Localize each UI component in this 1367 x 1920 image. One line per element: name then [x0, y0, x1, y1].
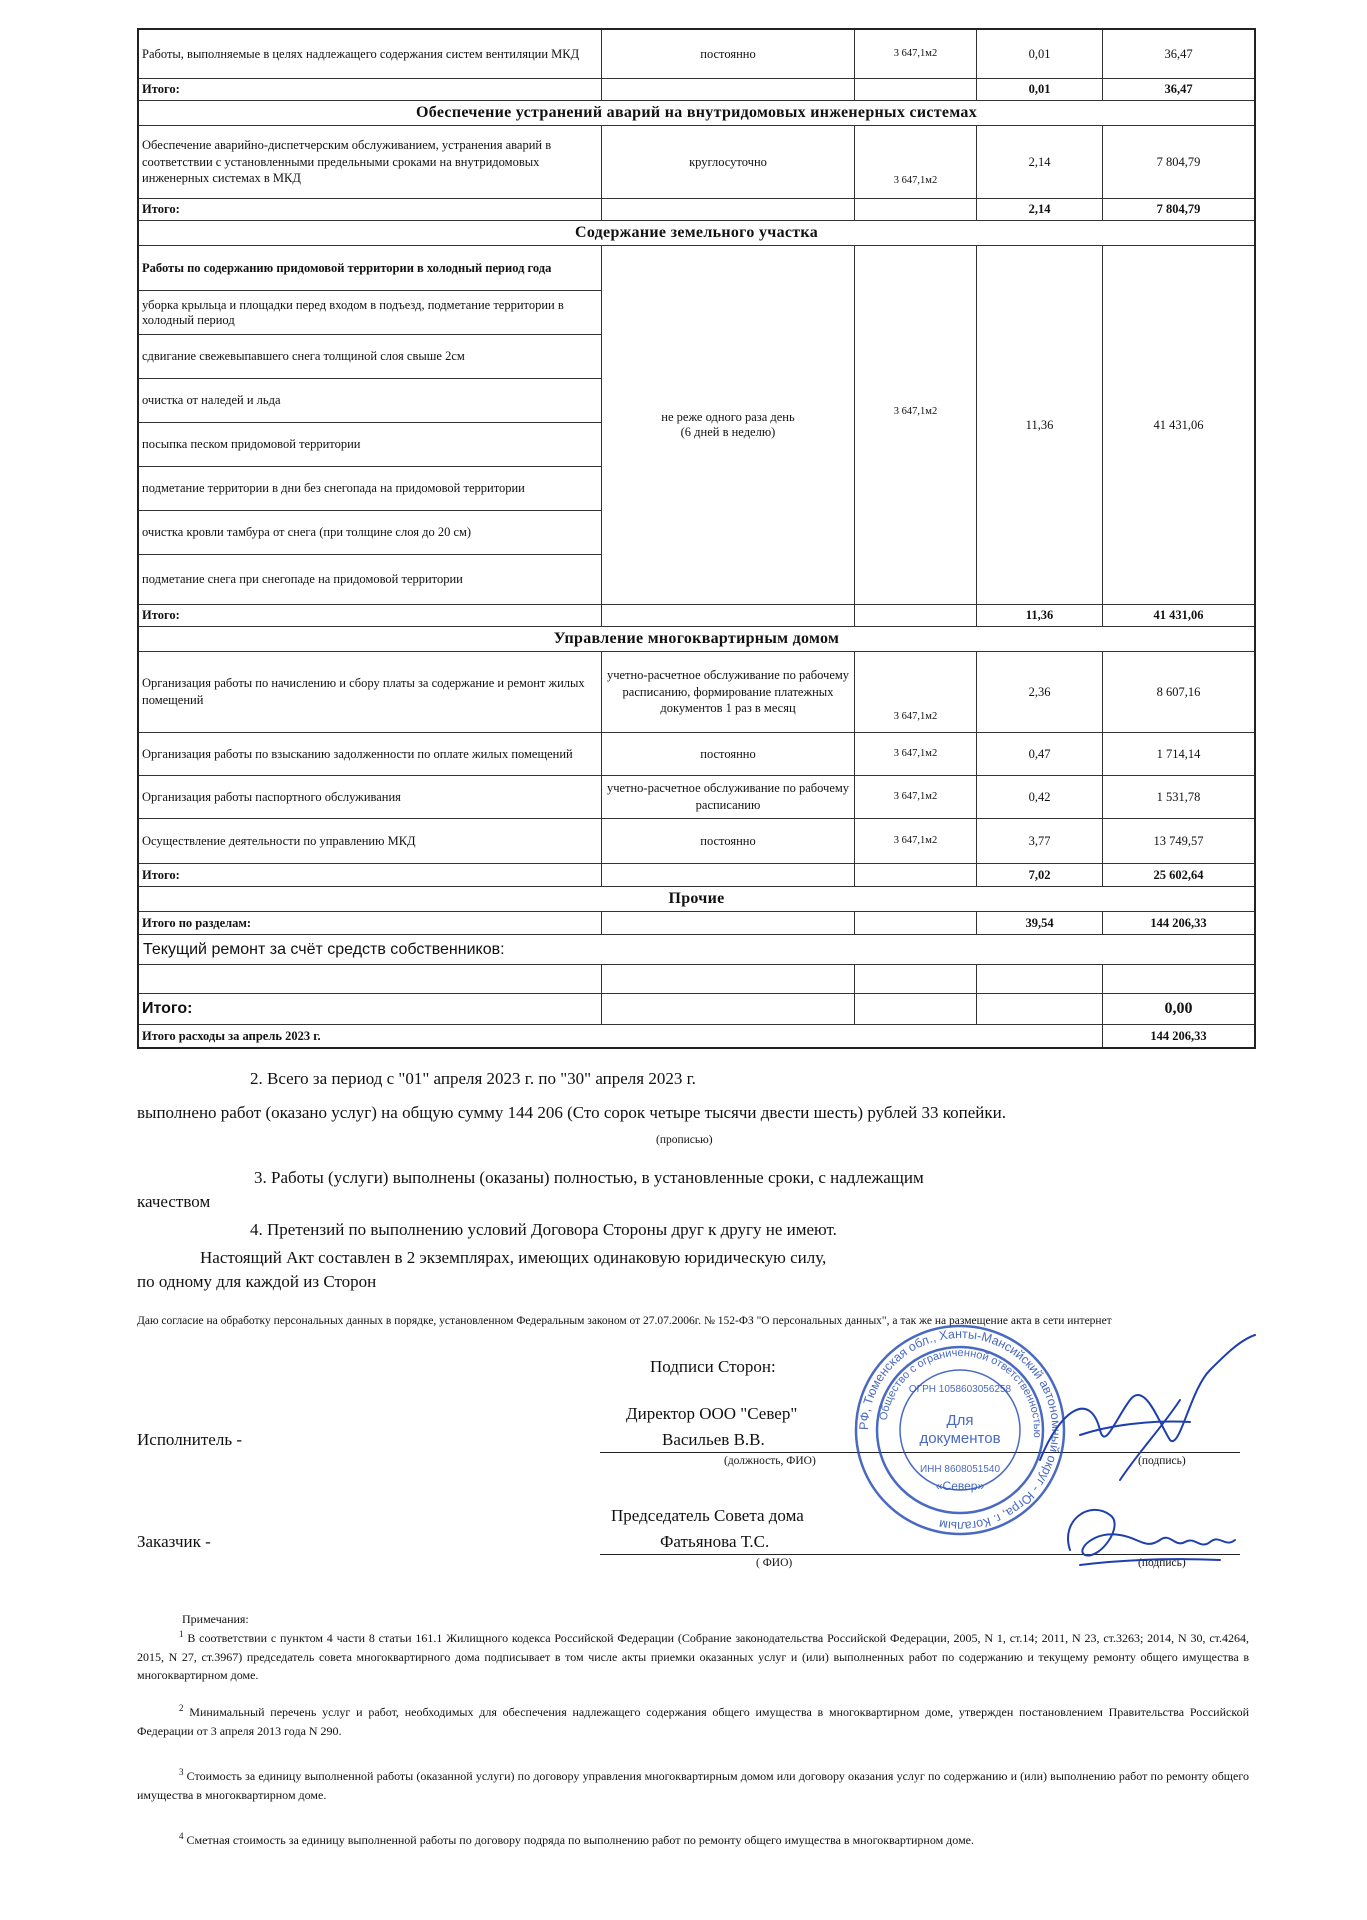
service-period: постоянно [601, 819, 854, 863]
executor-label: Исполнитель - [137, 1430, 242, 1449]
list-item: подметание снега при снегопаде на придомовой территории [139, 554, 601, 604]
land-period: не реже одного раза день (6 дней в неделю) [601, 246, 854, 604]
subtotal-sum: 25 602,64 [1102, 864, 1254, 886]
table-row [139, 30, 1254, 78]
list-item: посыпка песком придомовой территории [139, 422, 601, 466]
subtotal-label: Итого: [142, 82, 180, 97]
note-1 [137, 1628, 1249, 1685]
service-rate: 2,14 [976, 126, 1102, 198]
month-total-row [139, 1024, 1254, 1047]
executor-name: Васильев В.В. [662, 1430, 765, 1449]
para-copies: Настоящий Акт составлен в 2 экземплярах, имеющих одинаковую юридическую силу, [200, 1248, 827, 1267]
note-2-text: Минимальный перечень услуг и работ, необходимых для обеспечения надлежащего содержания общего имущества в многоквартирном доме, утвержден постановлением Правительства Российской Федерации от 3 апреля 2013 года N 290. [137, 1705, 1249, 1738]
service-area: 3 647,1м2 [854, 733, 976, 775]
customer-signature [1050, 1490, 1240, 1585]
total-row [139, 911, 1254, 934]
list-item: очистка от наледей и льда [139, 378, 601, 422]
service-area: 3 647,1м2 [854, 819, 976, 863]
list-item: подметание территории в дни без снегопада на придомовой территории [139, 466, 601, 510]
service-period: постоянно [601, 733, 854, 775]
month-total-sum: 144 206,33 [1102, 1025, 1254, 1047]
note-1-text: В соответствии с пунктом 4 части 8 статьи 161.1 Жилищного кодекса Российской Федерации (Собрание законодательства Российской Федерации, 2005, N 1, ст.14; 2011, N 23, ст.3263; 2014, N 30, ст.4264, 2015, N 27, ст.3967) председатель совета многоквартирного дома подписывает в том числе акты приемки оказанных услуг и (или) выполненных работ по содержанию и текущему ремонту общего имущества в многоквартирном доме. [137, 1631, 1250, 1683]
table-row [139, 964, 1254, 993]
subtotal-row [139, 198, 1254, 220]
subtotal-rate: 2,14 [976, 199, 1102, 220]
table-row [139, 125, 1254, 198]
para-total-sum: выполнено работ (оказано услуг) на общую сумму 144 206 (Сто сорок четыре тысячи двести шесть) рублей 33 копейки. [137, 1103, 1006, 1122]
service-area: 3 647,1м2 [854, 30, 976, 78]
land-block [139, 245, 1254, 604]
subtotal-row [139, 78, 1254, 100]
service-period: учетно-расчетное обслуживание по рабочему расписанию [601, 776, 854, 818]
service-sum: 1 714,14 [1102, 733, 1254, 775]
repair-total-row [139, 993, 1254, 1024]
service-area: 3 647,1м2 [854, 126, 976, 198]
para-total-period: 2. Всего за период с "01" апреля 2023 г. по "30" апреля 2023 г. [250, 1069, 696, 1088]
stamp-center-2: документов [919, 1430, 1001, 1447]
service-name: Организация работы паспортного обслуживания [142, 789, 401, 804]
note-4-marker: 4 [179, 1831, 184, 1841]
propis-caption: (прописью) [656, 1134, 713, 1146]
land-items [139, 246, 601, 604]
executor-signature [1020, 1330, 1260, 1495]
land-sum: 41 431,06 [1102, 246, 1254, 604]
service-sum: 7 804,79 [1102, 126, 1254, 198]
note-2 [137, 1702, 1249, 1740]
para-quality-cont: качеством [137, 1192, 211, 1211]
subtotal-label: Итого: [142, 867, 180, 882]
service-period: учетно-расчетное обслуживание по рабочему расписанию, формирование платежных документов 1 раз в месяц [601, 652, 854, 732]
customer-caption: ( ФИО) [756, 1557, 793, 1569]
subtotal-rate: 7,02 [976, 864, 1102, 886]
note-4-text: Сметная стоимость за единицу выполненной работы по договору подряда по выполнению работ по ремонту общего имущества в многоквартирном доме. [186, 1833, 974, 1847]
list-item: очистка кровли тамбура от снега (при толщине слоя до 20 см) [139, 510, 601, 554]
service-name: Организация работы по начислению и сбору платы за содержание и ремонт жилых помещений [142, 676, 585, 707]
month-total-label: Итого расходы за апрель 2023 г. [142, 1028, 321, 1043]
repair-total-label: Итого: [142, 1000, 193, 1018]
repair-total-sum: 0,00 [1102, 994, 1254, 1024]
note-1-marker: 1 [179, 1629, 184, 1639]
subtotal-label: Итого: [142, 202, 180, 217]
customer-position: Председатель Совета дома [611, 1506, 804, 1525]
note-2-marker: 2 [179, 1703, 184, 1713]
para-quality: 3. Работы (услуги) выполнены (оказаны) полностью, в установленные сроки, с надлежащим [254, 1168, 924, 1187]
note-4 [137, 1830, 1249, 1850]
note-3-marker: 3 [179, 1767, 184, 1777]
service-period: круглосуточно [601, 126, 854, 198]
service-sum: 13 749,57 [1102, 819, 1254, 863]
stamp-inn: ИНН 8608051540 [919, 1464, 1001, 1475]
section-title: Обеспечение устранений аварий на внутридомовых инженерных системах [139, 100, 1254, 125]
section-title: Прочие [139, 886, 1254, 911]
table-row [139, 651, 1254, 732]
customer-name: Фатьянова Т.С. [660, 1532, 770, 1551]
service-area: 3 647,1м2 [854, 652, 976, 732]
stamp-ring-text: РФ, Тюменская обл., Ханты-Мансийский автономный округ - Югра, г. Когалым [856, 1326, 1064, 1534]
service-sum: 1 531,78 [1102, 776, 1254, 818]
notes-title: Примечания: [182, 1612, 249, 1626]
subtotal-sum: 7 804,79 [1102, 199, 1254, 220]
service-sum: 8 607,16 [1102, 652, 1254, 732]
list-item: уборка крыльца и площадки перед входом в подъезд, подметание территории в холодный период [139, 290, 601, 334]
list-item: сдвигание свежевыпавшего снега толщиной слоя свыше 2см [139, 334, 601, 378]
service-name: Обеспечение аварийно-диспетчерским обслуживанием, устранения аварий в соответствии с установленными предельными сроками на внутридомовых инженерных системах в МКД [142, 137, 552, 186]
table-row [139, 818, 1254, 863]
para-copies-cont: по одному для каждой из Сторон [137, 1272, 377, 1291]
customer-signature-caption: (подпись) [1138, 1557, 1186, 1569]
service-rate: 3,77 [976, 819, 1102, 863]
services-table [137, 28, 1256, 1049]
service-name: Осуществление деятельности по управлению МКД [142, 833, 416, 848]
subtotal-sum: 36,47 [1102, 79, 1254, 100]
subtotal-label: Итого: [142, 608, 180, 623]
stamp-center-1: Для [946, 1412, 974, 1429]
subtotal-rate: 0,01 [976, 79, 1102, 100]
service-rate: 0,47 [976, 733, 1102, 775]
stamp-name: «Север» [935, 1479, 985, 1493]
subtotal-row [139, 604, 1254, 626]
consent-text: Даю согласие на обработку персональных данных в порядке, установленном Федеральным законом от 27.07.2006г. № 152-ФЗ "О персональных данных", а так же на размещение акта в сети интернет [137, 1315, 1112, 1327]
executor-position: Директор ООО "Север" [626, 1404, 798, 1423]
subtotal-sum: 41 431,06 [1102, 605, 1254, 626]
list-item: Работы по содержанию придомовой территории в холодный период года [142, 260, 552, 275]
subtotal-row [139, 863, 1254, 886]
table-row [139, 732, 1254, 775]
total-sum: 144 206,33 [1102, 912, 1254, 934]
note-3 [137, 1766, 1249, 1804]
section-title: Управление многоквартирным домом [139, 626, 1254, 651]
para-claims: 4. Претензий по выполнению условий Договора Стороны друг к другу не имеют. [250, 1220, 837, 1239]
stamp-ogrn: ОГРН 1058603056258 [908, 1384, 1012, 1395]
section-title: Содержание земельного участка [139, 220, 1254, 245]
repair-label: Текущий ремонт за счёт средств собственников: [139, 934, 1254, 964]
table-row [139, 775, 1254, 818]
note-3-text: Стоимость за единицу выполненной работы (оказанной услуги) по договору управления многоквартирным домом или договору оказания услуг по содержанию и (или) выполнению работ по ремонту общего имущества в многоквартирном доме. [137, 1769, 1250, 1802]
service-rate: 0,42 [976, 776, 1102, 818]
land-area: 3 647,1м2 [854, 246, 976, 604]
signatures-title: Подписи Сторон: [650, 1357, 776, 1376]
service-name: Работы, выполняемые в целях надлежащего содержания систем вентиляции МКД [142, 46, 580, 61]
land-rate: 11,36 [976, 246, 1102, 604]
customer-label: Заказчик - [137, 1532, 211, 1551]
executor-caption: (должность, ФИО) [724, 1455, 816, 1467]
service-sum: 36,47 [1102, 30, 1254, 78]
total-label: Итого по разделам: [142, 915, 252, 930]
service-period: постоянно [601, 30, 854, 78]
service-rate: 2,36 [976, 652, 1102, 732]
service-area: 3 647,1м2 [854, 776, 976, 818]
executor-signature-caption: (подпись) [1138, 1455, 1186, 1467]
total-rate: 39,54 [976, 912, 1102, 934]
subtotal-rate: 11,36 [976, 605, 1102, 626]
stamp-inner-text: Общество с ограниченной ответственностью [877, 1346, 1044, 1439]
service-rate: 0,01 [976, 30, 1102, 78]
service-name: Организация работы по взысканию задолженности по оплате жилых помещений [142, 746, 573, 761]
